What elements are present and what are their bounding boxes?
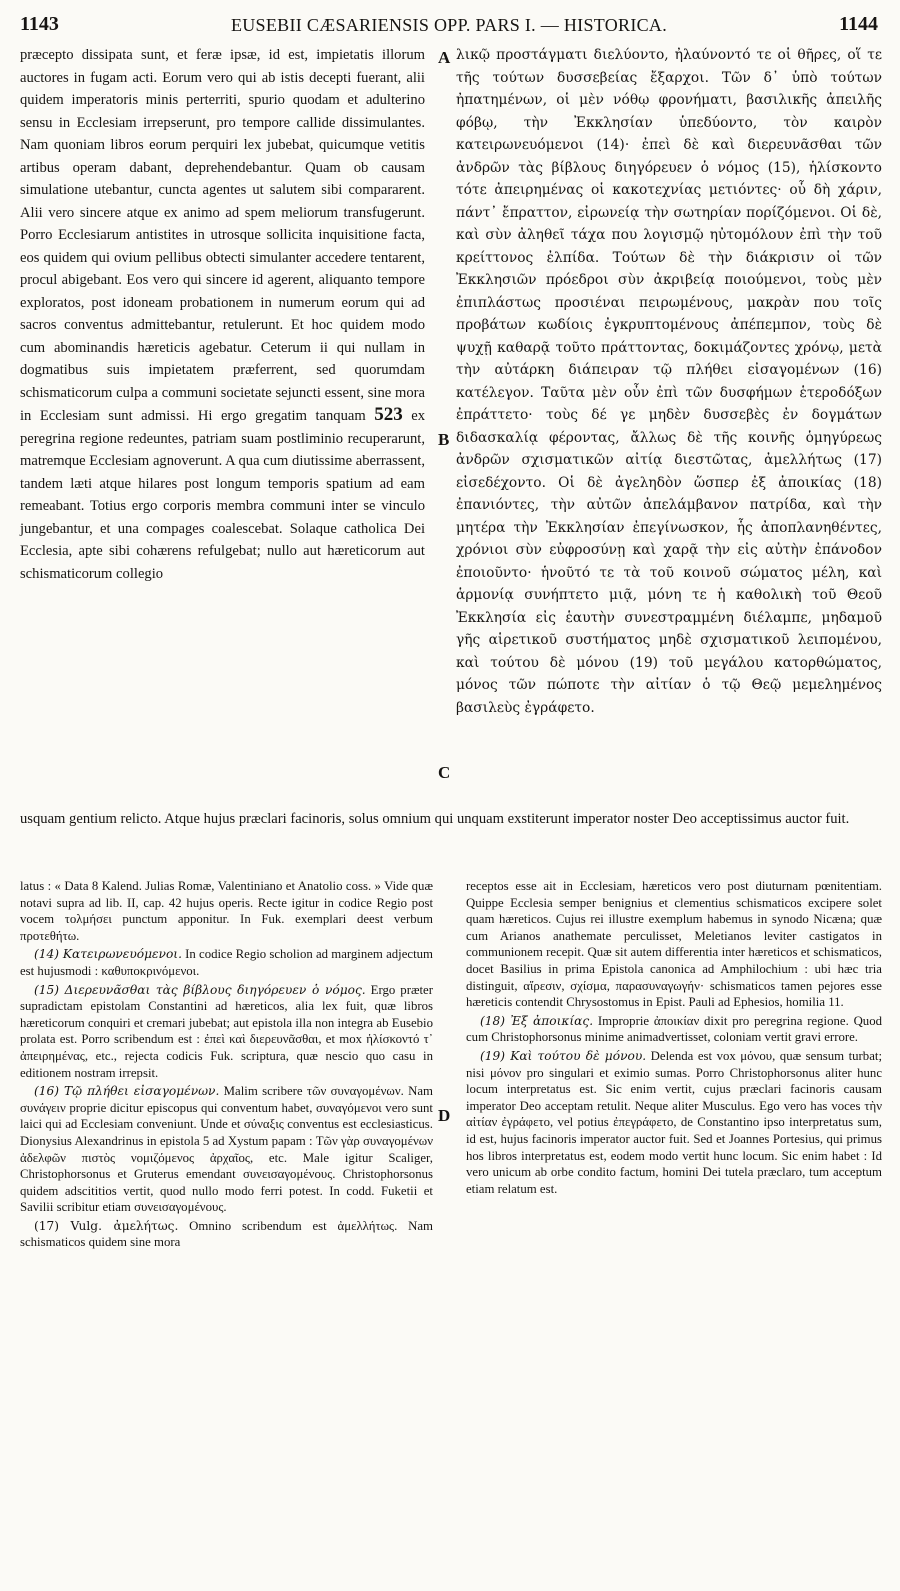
note-19-lemma: (19) Καὶ τούτου δὲ μόνου. xyxy=(480,1048,647,1063)
margin-marker-a: A xyxy=(438,48,451,67)
note-18 xyxy=(466,1013,882,1046)
full-width-line: usquam gentium relicto. Atque hujus præclari facinoris, solus omnium qui unquam exstiterunt imperator noster Deo acceptissimus auctor fuit. xyxy=(20,811,850,827)
latin-column xyxy=(20,44,425,585)
note-16 xyxy=(20,1083,433,1216)
note-14-body: In codice Regio scholion ad marginem adjectum est hujusmodi : καθυποκρινόμενοι. xyxy=(20,947,433,978)
note-17 xyxy=(20,1218,433,1251)
note-19 xyxy=(466,1048,882,1197)
latin-text xyxy=(20,44,425,585)
latin-part-1: præcepto dissipata sunt, et feræ ipsæ, id est, impietatis illorum auctores in fugam acti. Eorum vero qui ab istis decepti fuerant, alii quidem imperatoris minis perterriti, spurio quodam et adulterino sensu in Ecclesiam irrepserunt, pro tempore callide dissimulantes. Nam quoniam libros eorum perquiri lex jubebat, quicumque vetitis artibus operam dabant, deprehendebantur. Quam ob causam simulatione utebantur, cuncta agentes ut salutem sibi compararent. Alii vero sincere atque ex animo ad spem meliorum transfugerunt. Porro Ecclesiarum antistites in utrosque sollicita inquisitione facta, eos quidem qui ovium pellibus obtecti simulanter accedere tentarent, procul abigebant. Eos vero qui sincere id agerent, aliquanto tempore exploratos, post idoneam probationem in numerum eorum qui ad sacros conventus admittebantur, retulerunt. Et hoc quidem modo cum abominandis hæreticis agebatur. Ceterum ii qui nullam in dogmatibus suis impietatem præferrent, sed quorumdam schismaticorum culpa a communi societate sejuncti essent, sine mora in Ecclesiam sunt admissi. Hi ergo gregatim tanquam xyxy=(20,47,425,424)
note-17-lemma: (17) Vulg. ἀμελήτως. xyxy=(34,1218,179,1233)
footnotes-left xyxy=(20,878,433,1253)
column-number: 523 xyxy=(374,404,403,425)
note-18-body: Improprie ἀποικίαν dixit pro peregrina regione. Quod cum Christophorsonus minime animadvertisset, coloniam vertit gravi errore. xyxy=(466,1013,883,1045)
note-14-lemma: (14) Κατειρωνευόμενοι. xyxy=(34,947,182,962)
margin-marker-d: D xyxy=(438,1106,451,1125)
margin-marker-c: C xyxy=(438,763,451,782)
note-17-continuation: receptos esse ait in Ecclesiam, hæreticos vero post diuturnam pœnitentiam. Quippe Ecclesia semper benignius et clementius schismaticos excipere solet quam hæreticos. Cujus rei illustre exemplum habemus in synodo Nicæna; quæ cum Arianos anathemate perculisset, Meletianos leviter castigatos in communionem recepit. Quæ sit autem differentia inter hæreticos et schismaticos, docet Basilius in prima Epistola canonica ad Amphilochium : ubi hæc tria distinguit, αἵρεσιν, σχίσμα, παρασυναγωγήν· schismaticos tamen pejores esse hæreticis contendit Chrysostomus in Epist. Pauli ad Ephesios, homilia 11. xyxy=(466,879,882,1010)
note-18-lemma: (18) Ἐξ ἀποικίας. xyxy=(480,1013,594,1028)
note-15-lemma: (15) Διερευνᾶσθαι τὰς βίβλους διηγόρευεν ὁ νόμος. xyxy=(34,982,366,997)
note-16-lemma: (16) Τῷ πλήθει εἰσαγομένων. xyxy=(34,1084,220,1099)
latin-part-2: ex peregrina regione redeuntes, patriam suam postliminio recuperarunt, matremque Ecclesiam agnoverunt. A qua cum diutissime aberrassent, tandem læti atque hilares post longum temporis spatium ad eam remeabant. Totius ergo corporis membra communi inter se vinculo jungebantur, et una compages coalescebat. Solaque catholica Dei Ecclesia, apte sibi cohærens refulgebat; nullo aut hæreticorum aut schismaticorum collegio xyxy=(20,408,425,582)
footnotes-right xyxy=(466,878,882,1199)
left-page-number: 1143 xyxy=(20,13,59,35)
running-header xyxy=(20,10,878,40)
note-continuation: latus : « Data 8 Kalend. Julias Romæ, Valentiniano et Anatolio coss. » Vide quæ notavi supra ad lib. II, cap. 42 hujus operis. Recte igitur in codice Regio post vocem τολμήσει punctum apponitur. In Fuk. exemplari deest verbum προτεθήτω. xyxy=(20,879,433,943)
margin-marker-b: B xyxy=(438,430,450,449)
note-17-body: Omnino scribendum est ἀμελλήτως. Nam schismaticos quidem sine mora xyxy=(20,1218,433,1250)
note-15 xyxy=(20,982,433,1082)
note-19-body: Delenda est vox μόνου, quæ sensum turbat; nisi μόνον pro singulari et eximio sumas. Porro Christophorsonus aliter hunc locum interpretatus est. Sic enim vertit, cujus præclari facinoris causam imperator Deo acceptam retulit. Neque aliter Musculus. Ego vero has voces τὴν αἰτίαν ἐγράφετο, vel potius ἐπεγράφετο, de Constantino ipso interpretatus sum, id est, hujus facinoris imperator auctor fuit. Sed et Joannes Portesius, qui primus hos libros interpretatus est, eodem modo vertit hunc locum. Sic enim habet : Id vero unicum ab orbe condito factum, homini Dei tutela præclaro, tum acceptum etiam relatum est. xyxy=(466,1048,882,1196)
note-15-body: Ergo præter supradictam epistolam Constantini ad hæreticos, alia lex fuit, quæ libros hæreticorum conquiri et cremari jubebat; aut epistola illa non integra ab Eusebio prolata est. Porro scribendum est : ἐπεὶ καὶ διερευνᾶσθαι, et mox ἡλίσκοντό τ᾽ ἀπειρημένας, etc., rejecta codicis Fuk. scriptura, quæ nescio quo casu in editionem nostram irrepsit. xyxy=(20,982,433,1080)
running-title: EUSEBII CÆSARIENSIS OPP. PARS I. — HISTORICA. xyxy=(230,15,668,35)
note-16-body: Malim scribere τῶν συναγομένων. Nam συνάγειν proprie dicitur episcopus qui conventum habet, συναγόμενοι vero sunt laici qui ad Ecclesiam conveniunt. Unde et σύναξις conventus est ecclesiasticus. Dionysius Alexandrinus in epistola 5 ad Xystum papam : Τῶν γὰρ συναγομένων ἀδελφῶν πιστὸς νομιζόμενος ἀρχαῖος, etc. Male igitur Scaliger, Christophorsonus et Gruterus emendant συνεισαγομένους. Christophorsonus quidem adscititios vertit, quod nullo modo ferri potest. In codd. Fuketii et Savilii scribitur etiam συνεισαγομένους. xyxy=(20,1084,433,1215)
note-14 xyxy=(20,946,433,979)
greek-column xyxy=(456,44,882,719)
right-page-number: 1144 xyxy=(839,13,878,35)
greek-text: λικῷ προστάγματι διελύοντο, ἠλαύνοντό τε οἱ θῆρες, οἵ τε τῆς τούτων δυσσεβείας ἔξαρχοι. Τῶν δ᾽ ὑπὸ τούτων ἠπατημένων, οἱ μὲν νόθῳ φρονήματι, βασιλικῆς ἀπειλῆς φόβῳ, τὴν Ἐκκλησίαν ὑπεδύοντο, τὸν καιρὸν κατειρωνευόμενοι (14)· ἐπεὶ δὲ καὶ διερευνᾶσθαι τῶν ἀνδρῶν τὰς βίβλους διηγόρευεν ὁ νόμος (15), ἡλίσκοντο τότε ἀπειρημένας οἱ κακοτεχνίας μετιόντες· οὗ δὴ χάριν, πάντ᾽ ἔπραττον, εἰρωνείᾳ τὴν σωτηρίαν πορίζόμενοι. Οἱ δὲ, καὶ σὺν ἀληθεῖ τάχα που λογισμῷ ηὐτομόλουν ἐπὶ τὴν τοῦ κρείττονος ἐλπίδα. Τούτων δὲ τὴν διάκρισιν οἱ τῶν Ἐκκλησιῶν πρόεδροι σὺν ἀκριβείᾳ ποιούμενοι, τοὺς μὲν ἐπιπλάστως προσιέναι πειρωμένους, μακρὰν που τοῖς προβάτων κωδίοις ἐγκρυπτομένους ἀπέπεμπον, τοὺς δὲ ψυχῇ καθαρᾷ τοῦτο πράττοντας, δοκιμάζοντες χρόνῳ, μετὰ τὴν αὐτάρκη διάπειραν τῷ πλήθει εἰσαγομένων (16) κατέλεγον. Ταῦτα μὲν οὖν ἐπὶ τῶν δυσφήμων ἑτεροδόξων ἐπράττετο· τοὺς δέ γε μηδὲν δυσσεβὲς ἐν δογμάτων διδασκαλίᾳ φέροντας, ἄλλως δὲ τῆς κοινῆς ὁμηγύρεως ἀνδρῶν σχισματικῶν αἰτίᾳ διεστῶτας, ἀμελλήτως (17) εἰσεδέχοντο. Οἱ δὲ ἀγεληδὸν ὥσπερ ἐξ ἀποικίας (18) ἐπανιόντες, τὴν αὐτῶν ἀπελάμβανον πατρίδα, καὶ τὴν μητέρα τὴν Ἐκκλησίαν ἐπεγίνωσκον, ἧς ἀποπλανηθέντες, χρόνιοι σὺν εὐφροσύνῃ καὶ χαρᾷ τὴν εἰς αὐτὴν ἐπάνοδον ἐποιοῦντο· ἡνοῦτό τε τὰ τοῦ κοινοῦ σώματος μέλη, καὶ ἁρμονίᾳ συνήπτετο μιᾷ, μόνη τε ἡ καθολικὴ τοῦ Θεοῦ Ἐκκλησία εἰς ἑαυτὴν συνεστραμμένη διέλαμπε, μηδαμοῦ γῆς αἱρετικοῦ συστήματος μηδὲ σχισματικοῦ λειπομένου, καὶ τούτου δὲ μόνου (19) τοῦ μεγάλου κατορθώματος, μόνος τῶν πώποτε τὴν αἰτίαν ὁ τῷ Θεῷ μεμελημένος βασιλεὺς ἐγράφετο. xyxy=(456,47,882,716)
